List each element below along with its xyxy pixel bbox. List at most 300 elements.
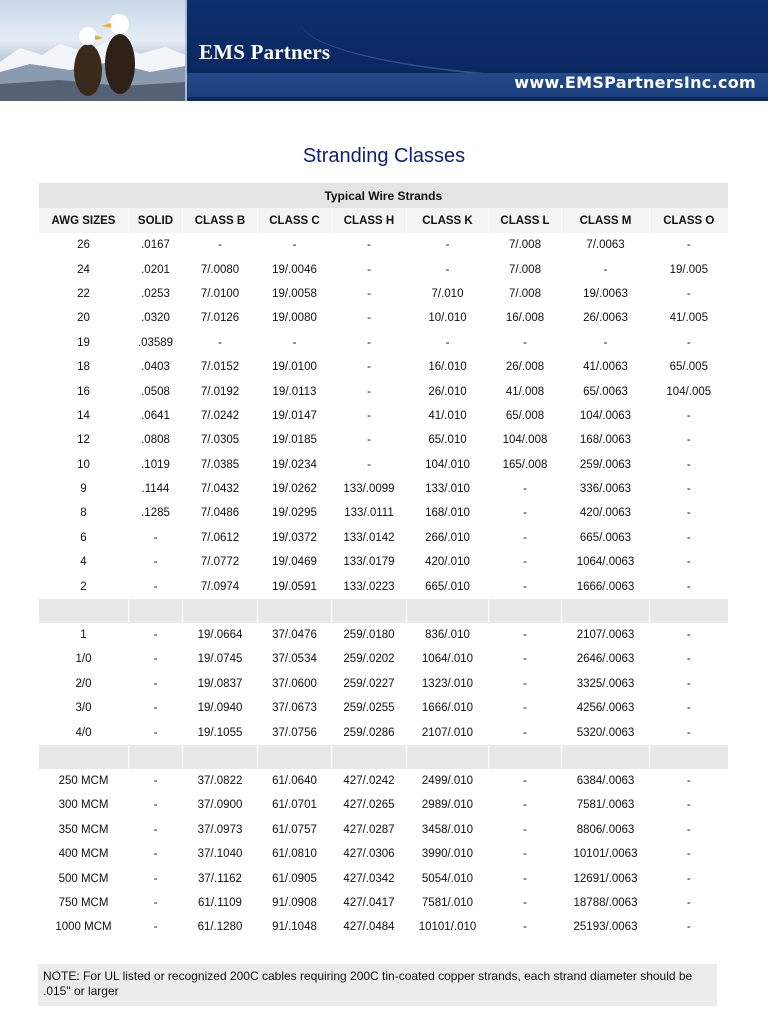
table-cell: 133/.0111 — [332, 501, 407, 525]
table-cell: 16 — [39, 379, 129, 403]
table-cell: 133/.0223 — [332, 574, 407, 598]
table-cell: 20 — [39, 306, 129, 330]
table-cell: - — [489, 526, 562, 550]
table-cell: 19/.0262 — [258, 477, 332, 501]
table-cell: 7/.0192 — [183, 379, 258, 403]
table-cell: - — [129, 647, 183, 671]
table-row — [39, 866, 728, 890]
table-cell: 7/.0126 — [183, 306, 258, 330]
table-cell: - — [489, 477, 562, 501]
table-cell: - — [562, 257, 650, 281]
table-cell: 2/0 — [39, 672, 129, 696]
table-cell: 37/.0973 — [183, 818, 258, 842]
table-row — [39, 404, 728, 428]
table-cell: .0808 — [129, 428, 183, 452]
table-row — [39, 379, 728, 403]
divider-cell — [489, 599, 562, 623]
table-cell: 12 — [39, 428, 129, 452]
table-cell: 19 — [39, 331, 129, 355]
table-cell: 336/.0063 — [562, 477, 650, 501]
table-cell: 37/.1040 — [183, 842, 258, 866]
table-cell: - — [129, 672, 183, 696]
table-cell: 65/.010 — [407, 428, 489, 452]
table-cell: 19/.0113 — [258, 379, 332, 403]
table-cell: 26/.0063 — [562, 306, 650, 330]
table-column-header-row — [39, 208, 728, 233]
table-cell: 61/.0701 — [258, 793, 332, 817]
table-row — [39, 720, 728, 744]
table-cell: - — [332, 257, 407, 281]
table-cell: 37/.0476 — [258, 623, 332, 647]
column-header: AWG SIZES — [39, 208, 129, 233]
table-cell: 26 — [39, 233, 129, 257]
table-cell: 41/.005 — [650, 306, 728, 330]
table-cell: 7/.0305 — [183, 428, 258, 452]
table-group-header-row — [39, 183, 728, 208]
table-cell: 165/.008 — [489, 453, 562, 477]
table-cell: - — [650, 696, 728, 720]
table-cell: 41/.0063 — [562, 355, 650, 379]
table-cell: 259/.0255 — [332, 696, 407, 720]
divider-cell — [562, 745, 650, 769]
table-cell: 420/.0063 — [562, 501, 650, 525]
table-cell: 7/.010 — [407, 282, 489, 306]
table-row — [39, 818, 728, 842]
table-cell: - — [129, 891, 183, 915]
table-cell: - — [489, 818, 562, 842]
table-cell: 19/.0372 — [258, 526, 332, 550]
table-cell: 259/.0063 — [562, 453, 650, 477]
table-row — [39, 453, 728, 477]
table-cell: - — [650, 526, 728, 550]
table-cell: .1144 — [129, 477, 183, 501]
table-cell: 91/.0908 — [258, 891, 332, 915]
table-cell: - — [489, 331, 562, 355]
divider-cell — [562, 599, 650, 623]
table-cell: 104/.0063 — [562, 404, 650, 428]
table-cell: - — [650, 404, 728, 428]
table-cell: 3990/.010 — [407, 842, 489, 866]
table-cell: 16/.008 — [489, 306, 562, 330]
website-url[interactable]: www.EMSPartnersInc.com — [514, 73, 756, 92]
table-cell: - — [650, 550, 728, 574]
divider-cell — [407, 745, 489, 769]
table-cell: 836/.010 — [407, 623, 489, 647]
table-cell: 61/.1109 — [183, 891, 258, 915]
table-cell: 26/.010 — [407, 379, 489, 403]
table-cell: 2499/.010 — [407, 769, 489, 793]
table-cell: 7/.0385 — [183, 453, 258, 477]
divider-cell — [407, 599, 489, 623]
table-cell: 259/.0202 — [332, 647, 407, 671]
table-cell: - — [650, 428, 728, 452]
table-cell: - — [129, 769, 183, 793]
table-row — [39, 428, 728, 452]
table-cell: - — [650, 647, 728, 671]
table-cell: 7/.0612 — [183, 526, 258, 550]
table-row — [39, 306, 728, 330]
table-cell: - — [129, 915, 183, 939]
table-cell: 7/.008 — [489, 257, 562, 281]
table-cell: 7/.0772 — [183, 550, 258, 574]
header-swoosh — [300, 0, 768, 82]
column-header: CLASS O — [650, 208, 728, 233]
table-cell: - — [650, 672, 728, 696]
table-cell: - — [129, 574, 183, 598]
table-cell: - — [332, 306, 407, 330]
table-cell: 7/.0486 — [183, 501, 258, 525]
table-cell: 350 MCM — [39, 818, 129, 842]
table-cell: 7581/.0063 — [562, 793, 650, 817]
table-cell: 65/.0063 — [562, 379, 650, 403]
table-cell: 19/.0940 — [183, 696, 258, 720]
table-row — [39, 647, 728, 671]
table-cell: 10101/.010 — [407, 915, 489, 939]
table-cell: 133/.0142 — [332, 526, 407, 550]
table-cell: 19/.005 — [650, 257, 728, 281]
table-cell: 19/.0147 — [258, 404, 332, 428]
table-cell: 7/.008 — [489, 282, 562, 306]
table-cell: 9 — [39, 477, 129, 501]
table-cell: - — [650, 453, 728, 477]
table-cell: - — [650, 891, 728, 915]
table-cell: - — [650, 331, 728, 355]
table-cell: - — [489, 866, 562, 890]
table-cell: .0201 — [129, 257, 183, 281]
table-cell: .03589 — [129, 331, 183, 355]
table-cell: 22 — [39, 282, 129, 306]
table-cell: - — [332, 428, 407, 452]
table-cell: - — [650, 720, 728, 744]
page-header — [0, 0, 768, 101]
table-cell: - — [407, 257, 489, 281]
divider-cell — [129, 599, 183, 623]
table-cell: - — [332, 404, 407, 428]
table-cell: 5320/.0063 — [562, 720, 650, 744]
table-cell: - — [332, 233, 407, 257]
table-cell: 2989/.010 — [407, 793, 489, 817]
column-header: SOLID — [129, 208, 183, 233]
table-cell: 7/.008 — [489, 233, 562, 257]
table-cell: - — [489, 720, 562, 744]
table-cell: - — [562, 331, 650, 355]
table-cell: 104/.005 — [650, 379, 728, 403]
table-cell: 168/.0063 — [562, 428, 650, 452]
table-cell: .0253 — [129, 282, 183, 306]
column-header: CLASS H — [332, 208, 407, 233]
table-cell: 259/.0180 — [332, 623, 407, 647]
table-cell: 8 — [39, 501, 129, 525]
footnote: NOTE: For UL listed or recognized 200C cables requiring 200C tin-coated copper strands, each strand diameter should be .015" or larger — [38, 964, 717, 1006]
table-cell: 19/.0745 — [183, 647, 258, 671]
table-cell: 427/.0342 — [332, 866, 407, 890]
table-cell: - — [650, 842, 728, 866]
table-cell: 91/.1048 — [258, 915, 332, 939]
column-header: CLASS B — [183, 208, 258, 233]
table-cell: 104/.008 — [489, 428, 562, 452]
table-cell: 18 — [39, 355, 129, 379]
divider-cell — [39, 599, 129, 623]
table-cell: - — [183, 233, 258, 257]
table-cell: - — [332, 355, 407, 379]
table-row — [39, 331, 728, 355]
table-cell: 3/0 — [39, 696, 129, 720]
table-cell: 2646/.0063 — [562, 647, 650, 671]
table-cell: 6384/.0063 — [562, 769, 650, 793]
table-row — [39, 915, 728, 939]
table-cell: 427/.0265 — [332, 793, 407, 817]
section-divider-row — [39, 599, 728, 623]
divider-cell — [258, 599, 332, 623]
table-cell: 133/.0099 — [332, 477, 407, 501]
table-cell: - — [489, 623, 562, 647]
divider-cell — [183, 745, 258, 769]
table-cell: 133/.010 — [407, 477, 489, 501]
table-cell: 427/.0306 — [332, 842, 407, 866]
table-cell: 19/.0046 — [258, 257, 332, 281]
divider-cell — [258, 745, 332, 769]
table-cell: 7581/.010 — [407, 891, 489, 915]
table-cell: 37/.1162 — [183, 866, 258, 890]
table-cell: 7/.0080 — [183, 257, 258, 281]
table-cell: 61/.0810 — [258, 842, 332, 866]
table-cell: 19/.0837 — [183, 672, 258, 696]
table-cell: 26/.008 — [489, 355, 562, 379]
table-row — [39, 477, 728, 501]
table-cell: 19/.0058 — [258, 282, 332, 306]
column-header: CLASS K — [407, 208, 489, 233]
table-cell: 6 — [39, 526, 129, 550]
table-cell: 133/.0179 — [332, 550, 407, 574]
table-cell: 427/.0484 — [332, 915, 407, 939]
table-row — [39, 355, 728, 379]
table-cell: 19/.0591 — [258, 574, 332, 598]
table-cell: - — [650, 501, 728, 525]
table-cell: 1/0 — [39, 647, 129, 671]
table-cell: .0320 — [129, 306, 183, 330]
table-cell: - — [489, 696, 562, 720]
table-cell: - — [129, 793, 183, 817]
table-cell: 500 MCM — [39, 866, 129, 890]
table-cell: 37/.0600 — [258, 672, 332, 696]
table-cell: - — [650, 793, 728, 817]
table-cell: 266/.010 — [407, 526, 489, 550]
brand-name: EMS Partners — [199, 40, 331, 64]
table-cell: 4256/.0063 — [562, 696, 650, 720]
table-cell: 10/.010 — [407, 306, 489, 330]
section-divider-row — [39, 745, 728, 769]
table-cell: 19/.0185 — [258, 428, 332, 452]
divider-cell — [332, 599, 407, 623]
table-row — [39, 891, 728, 915]
table-row — [39, 282, 728, 306]
column-header: CLASS L — [489, 208, 562, 233]
table-cell: .1285 — [129, 501, 183, 525]
table-cell: - — [332, 453, 407, 477]
table-cell: - — [489, 769, 562, 793]
table-cell: 19/.0664 — [183, 623, 258, 647]
table-row — [39, 672, 728, 696]
divider-cell — [183, 599, 258, 623]
table-cell: - — [489, 550, 562, 574]
table-cell: - — [489, 647, 562, 671]
table-cell: - — [258, 331, 332, 355]
table-cell: .0403 — [129, 355, 183, 379]
table-cell: 750 MCM — [39, 891, 129, 915]
table-cell: 400 MCM — [39, 842, 129, 866]
table-cell: 14 — [39, 404, 129, 428]
table-cell: 420/.010 — [407, 550, 489, 574]
table-cell: 65/.008 — [489, 404, 562, 428]
table-cell: - — [407, 331, 489, 355]
eagles-photo — [0, 0, 187, 101]
table-cell: 2 — [39, 574, 129, 598]
table-cell: - — [650, 477, 728, 501]
table-cell: 300 MCM — [39, 793, 129, 817]
table-cell: - — [650, 574, 728, 598]
table-cell: - — [407, 233, 489, 257]
table-row — [39, 526, 728, 550]
table-cell: 7/.0974 — [183, 574, 258, 598]
table-cell: - — [489, 915, 562, 939]
table-cell: - — [129, 818, 183, 842]
table-row — [39, 574, 728, 598]
table-cell: - — [258, 233, 332, 257]
divider-cell — [650, 745, 728, 769]
table-cell: 7/.0432 — [183, 477, 258, 501]
table-cell: 24 — [39, 257, 129, 281]
table-cell: - — [489, 793, 562, 817]
table-cell: 1 — [39, 623, 129, 647]
table-cell: - — [183, 331, 258, 355]
table-cell: - — [129, 623, 183, 647]
table-cell: .0167 — [129, 233, 183, 257]
table-row — [39, 257, 728, 281]
table-row — [39, 842, 728, 866]
table-cell: 61/.1280 — [183, 915, 258, 939]
table-row — [39, 793, 728, 817]
table-cell: 168/.010 — [407, 501, 489, 525]
table-cell: .0508 — [129, 379, 183, 403]
table-cell: 19/.0295 — [258, 501, 332, 525]
table-cell: 5054/.010 — [407, 866, 489, 890]
table-cell: 665/.010 — [407, 574, 489, 598]
table-cell: 37/.0673 — [258, 696, 332, 720]
table-cell: 7/.0242 — [183, 404, 258, 428]
table-cell: 7/.0063 — [562, 233, 650, 257]
table-cell: - — [332, 282, 407, 306]
table-cell: 19/.0234 — [258, 453, 332, 477]
divider-cell — [332, 745, 407, 769]
table-cell: - — [650, 915, 728, 939]
table-cell: 18788/.0063 — [562, 891, 650, 915]
table-cell: 1666/.010 — [407, 696, 489, 720]
table-cell: 19/.0080 — [258, 306, 332, 330]
table-cell: - — [129, 842, 183, 866]
table-cell: - — [489, 891, 562, 915]
table-cell: - — [489, 574, 562, 598]
column-header: CLASS M — [562, 208, 650, 233]
table-cell: 61/.0905 — [258, 866, 332, 890]
table-cell: 19/.0063 — [562, 282, 650, 306]
table-cell: 665/.0063 — [562, 526, 650, 550]
table-cell: 12691/.0063 — [562, 866, 650, 890]
table-cell: - — [332, 331, 407, 355]
table-cell: 2107/.0063 — [562, 623, 650, 647]
divider-cell — [489, 745, 562, 769]
table-cell: 427/.0417 — [332, 891, 407, 915]
table-cell: - — [650, 623, 728, 647]
table-row — [39, 550, 728, 574]
table-row — [39, 623, 728, 647]
table-cell: 41/.010 — [407, 404, 489, 428]
table-cell: 37/.0822 — [183, 769, 258, 793]
table-body — [39, 233, 728, 940]
table-cell: 8806/.0063 — [562, 818, 650, 842]
table-cell: 1323/.010 — [407, 672, 489, 696]
table-cell: 1000 MCM — [39, 915, 129, 939]
table-cell: 16/.010 — [407, 355, 489, 379]
divider-cell — [39, 745, 129, 769]
table-cell: 61/.0640 — [258, 769, 332, 793]
table-cell: 250 MCM — [39, 769, 129, 793]
table-cell: - — [129, 720, 183, 744]
divider-cell — [650, 599, 728, 623]
column-header: CLASS C — [258, 208, 332, 233]
table-cell: 7/.0100 — [183, 282, 258, 306]
table-cell: 37/.0756 — [258, 720, 332, 744]
table-cell: - — [650, 233, 728, 257]
table-cell: - — [489, 501, 562, 525]
stranding-table — [38, 183, 728, 940]
table-cell: 427/.0242 — [332, 769, 407, 793]
table-cell: 3325/.0063 — [562, 672, 650, 696]
page-title: Stranding Classes — [302, 145, 466, 167]
table-cell: 37/.0534 — [258, 647, 332, 671]
table-cell: 10101/.0063 — [562, 842, 650, 866]
table-cell: 259/.0227 — [332, 672, 407, 696]
table-cell: 2107/.010 — [407, 720, 489, 744]
table-cell: - — [650, 866, 728, 890]
eagles-illustration — [0, 0, 185, 101]
table-cell: 259/.0286 — [332, 720, 407, 744]
table-group-header: Typical Wire Strands — [39, 183, 728, 208]
table-cell: 7/.0152 — [183, 355, 258, 379]
table-cell: 10 — [39, 453, 129, 477]
table-cell: .0641 — [129, 404, 183, 428]
table-cell: 1064/.0063 — [562, 550, 650, 574]
table-cell: 1666/.0063 — [562, 574, 650, 598]
table-cell: 427/.0287 — [332, 818, 407, 842]
table-cell: - — [650, 282, 728, 306]
table-cell: - — [650, 769, 728, 793]
divider-cell — [129, 745, 183, 769]
table-cell: 4 — [39, 550, 129, 574]
table-cell: .1019 — [129, 453, 183, 477]
table-cell: - — [650, 818, 728, 842]
table-cell: - — [129, 696, 183, 720]
table-cell: 4/0 — [39, 720, 129, 744]
table-row — [39, 696, 728, 720]
table-cell: 65/.005 — [650, 355, 728, 379]
table-cell: 61/.0757 — [258, 818, 332, 842]
table-cell: 19/.0469 — [258, 550, 332, 574]
table-row — [39, 769, 728, 793]
table-cell: - — [489, 672, 562, 696]
table-cell: - — [332, 379, 407, 403]
table-row — [39, 233, 728, 257]
table-cell: - — [129, 866, 183, 890]
